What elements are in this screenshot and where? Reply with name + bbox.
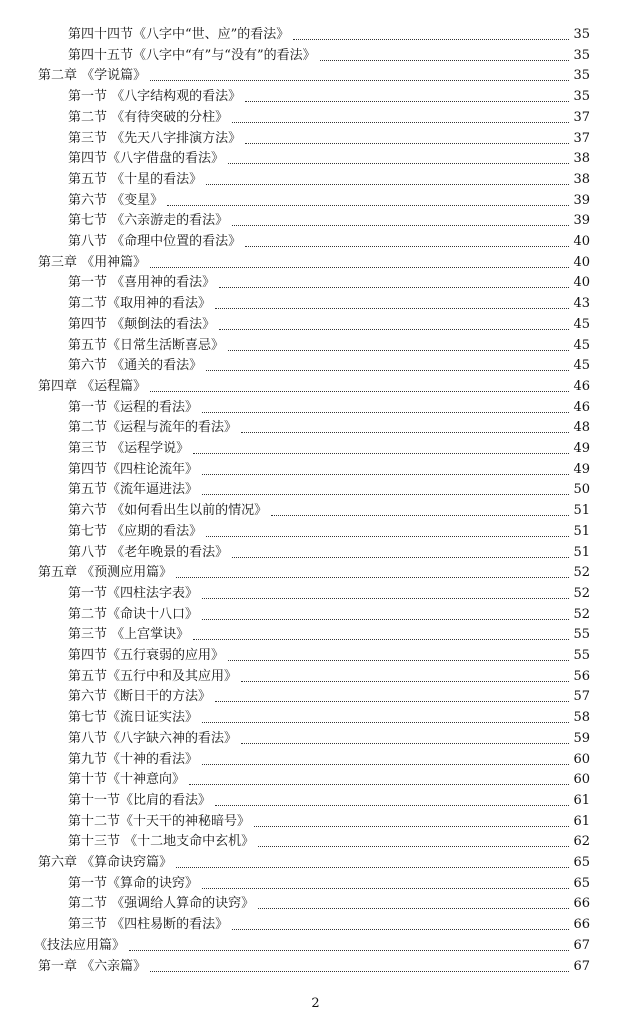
dot-leader (193, 452, 569, 454)
toc-entry-title: 第四十五节《八字中“有”与“没有”的看法》 (68, 47, 316, 63)
dot-leader (254, 825, 569, 827)
toc-entry (0, 936, 631, 956)
dot-leader (202, 597, 569, 599)
dot-leader (150, 266, 569, 268)
dot-leader (176, 866, 569, 868)
toc-entry (0, 894, 631, 914)
dot-leader (193, 638, 569, 640)
toc-entry-title: 第三节 《先天八字排演方法》 (68, 130, 242, 146)
toc-entry (0, 336, 631, 356)
toc-entry-page: 62 (573, 834, 590, 850)
dot-leader (241, 680, 569, 682)
dot-leader (206, 183, 569, 185)
toc-entry-title: 第三节 《运程学说》 (68, 441, 190, 456)
toc-entry-title: 第六节《断日干的方法》 (68, 689, 212, 705)
toc-entry-page: 45 (573, 337, 590, 353)
toc-entry (0, 273, 631, 293)
dot-leader (219, 328, 569, 330)
toc-entry-page: 45 (573, 358, 590, 374)
toc-entry (0, 66, 631, 86)
toc-entry-page: 65 (573, 855, 590, 870)
dot-leader (206, 369, 569, 371)
dot-leader (232, 928, 569, 930)
toc-entry-page: 52 (573, 565, 590, 581)
toc-entry (0, 25, 631, 45)
toc-entry-page: 52 (573, 606, 590, 622)
toc-entry (0, 667, 631, 687)
dot-leader (232, 556, 569, 558)
toc-entry-title: 第九节《十神的看法》 (68, 751, 199, 767)
dot-leader (150, 970, 569, 972)
toc-entry-page: 37 (573, 109, 590, 125)
toc-entry-title: 第一节《运程的看法》 (68, 399, 199, 415)
toc-entry-title: 第四章 《运程篇》 (38, 378, 147, 394)
dot-leader (219, 286, 569, 288)
toc-entry-page: 51 (573, 523, 590, 539)
toc-entry-title: 第八节 《命理中位置的看法》 (68, 234, 242, 249)
toc-entry-page: 37 (573, 130, 590, 146)
dot-leader (150, 390, 569, 392)
toc-entry (0, 543, 631, 563)
toc-entry-page: 51 (573, 544, 590, 560)
toc-entry (0, 232, 631, 252)
toc-entry-page: 50 (573, 482, 590, 498)
toc-entry (0, 584, 631, 604)
dot-leader (202, 411, 569, 413)
toc-entry-page: 60 (573, 772, 590, 788)
dot-leader (245, 245, 569, 247)
toc-entry (0, 563, 631, 583)
dot-leader (245, 100, 569, 102)
toc-entry (0, 832, 631, 852)
toc-entry-title: 第二节 《有待突破的分柱》 (68, 109, 229, 125)
toc-entry-page: 56 (573, 668, 590, 684)
toc-entry-page: 66 (573, 896, 590, 912)
toc-entry (0, 791, 631, 811)
toc-entry (0, 625, 631, 645)
toc-entry (0, 191, 631, 211)
toc-entry-title: 第三章 《用神篇》 (38, 254, 147, 270)
toc-entry-title: 第三节 《上宫掌诀》 (68, 627, 190, 643)
toc-entry-page: 40 (573, 275, 590, 291)
toc-entry-page: 43 (573, 296, 590, 312)
toc-entry-title: 第五节《日常生活断喜忌》 (68, 337, 225, 353)
toc-entry-page: 66 (573, 917, 590, 933)
dot-leader (320, 59, 570, 61)
toc-entry-page: 39 (573, 192, 590, 208)
toc-entry-title: 第四节《五行衰弱的应用》 (68, 648, 225, 663)
toc-entry-title: 第七节《流日证实法》 (68, 710, 199, 726)
dot-leader (189, 783, 569, 785)
dot-leader (215, 700, 569, 702)
toc-entry (0, 480, 631, 500)
toc-entry-page: 52 (573, 585, 590, 601)
toc-entry (0, 356, 631, 376)
dot-leader (202, 493, 569, 495)
toc-entry-title: 第四节《四柱论流年》 (68, 461, 199, 477)
dot-leader (241, 742, 569, 744)
dot-leader (215, 307, 569, 309)
toc-entry (0, 957, 631, 977)
toc-entry-page: 67 (573, 958, 590, 974)
dot-leader (258, 907, 569, 909)
toc-entry-title: 第二章 《学说篇》 (38, 68, 147, 84)
page-number: 2 (311, 996, 320, 1011)
toc-entry (0, 211, 631, 231)
toc-entry-title: 第一节《四柱法字表》 (68, 585, 199, 601)
toc-entry (0, 729, 631, 749)
dot-leader (271, 514, 569, 516)
toc-entry-title: 第八节《八字缺六神的看法》 (68, 730, 238, 746)
toc-entry (0, 750, 631, 770)
toc-entry-page: 55 (573, 627, 590, 643)
toc-entry (0, 770, 631, 790)
toc-entry-page: 60 (573, 751, 590, 767)
toc-entry-page: 51 (573, 503, 590, 519)
toc-entry-page: 38 (573, 151, 590, 167)
toc-entry (0, 812, 631, 832)
toc-entry-title: 第五节《五行中和及其应用》 (68, 668, 238, 684)
toc-entry-page: 49 (573, 441, 590, 456)
toc-entry (0, 853, 631, 873)
dot-leader (241, 431, 569, 433)
dot-leader (232, 121, 569, 123)
toc-entry (0, 170, 631, 190)
toc-entry-title: 第五章 《预测应用篇》 (38, 565, 173, 581)
toc-entry (0, 605, 631, 625)
toc-entry-title: 第五节《流年逼进法》 (68, 482, 199, 498)
toc-entry-page: 58 (573, 710, 590, 726)
toc-entry-title: 第七节 《六亲游走的看法》 (68, 213, 229, 229)
toc-entry-page: 40 (573, 234, 590, 249)
toc-entry-page: 49 (573, 461, 590, 477)
toc-entry-title: 第四十四节《八字中“世、应”的看法》 (68, 27, 290, 42)
dot-leader (150, 79, 569, 81)
toc-entry-title: 第三节 《四柱易断的看法》 (68, 917, 229, 933)
toc-entry-title: 第二节《命诀十八口》 (68, 606, 199, 622)
dot-leader (228, 162, 569, 164)
toc-entry-page: 61 (573, 813, 590, 829)
toc-entry-page: 35 (573, 27, 590, 42)
toc-entry-title: 第六节 《变星》 (68, 192, 164, 208)
dot-leader (245, 142, 569, 144)
toc-entry (0, 646, 631, 666)
dot-leader (202, 721, 569, 723)
dot-leader (176, 576, 569, 578)
toc-entry-title: 第十节《十神意向》 (68, 772, 186, 788)
dot-leader (202, 618, 569, 620)
toc-entry-page: 59 (573, 730, 590, 746)
toc-entry (0, 915, 631, 935)
toc-entry-title: 第七节 《应期的看法》 (68, 523, 203, 539)
toc-entry-page: 38 (573, 171, 590, 187)
toc-entry-page: 45 (573, 316, 590, 332)
toc-entry-page: 67 (573, 937, 590, 953)
dot-leader (228, 659, 569, 661)
toc-entry-title: 第二节 《强调给人算命的诀窍》 (68, 896, 255, 912)
toc-entry-page: 40 (573, 254, 590, 270)
toc-entry-page: 39 (573, 213, 590, 229)
dot-leader (293, 38, 569, 40)
dot-leader (202, 763, 569, 765)
toc-entry-title: 第六章 《算命诀窍篇》 (38, 855, 173, 870)
toc-entry (0, 253, 631, 273)
dot-leader (206, 535, 569, 537)
toc-entry-title: 第八节 《老年晚景的看法》 (68, 544, 229, 560)
toc-entry-page: 46 (573, 378, 590, 394)
toc-entry (0, 439, 631, 459)
dot-leader (167, 204, 569, 206)
toc-entry (0, 315, 631, 335)
toc-entry (0, 708, 631, 728)
toc-entry-title: 第五节 《十星的看法》 (68, 171, 203, 187)
toc-entry (0, 460, 631, 480)
toc-entry-title: 第一节 《八字结构观的看法》 (68, 89, 242, 105)
dot-leader (228, 349, 569, 351)
toc-entry-page: 55 (573, 648, 590, 663)
toc-entry (0, 149, 631, 169)
toc-entry-page: 35 (573, 47, 590, 63)
toc-entry-title: 第四节 《颠倒法的看法》 (68, 316, 216, 332)
toc-entry-title: 第六节 《如何看出生以前的情况》 (68, 503, 268, 519)
toc-entry-page: 35 (573, 68, 590, 84)
toc-entry-title: 第六节 《通关的看法》 (68, 358, 203, 374)
toc-entry-page: 61 (573, 792, 590, 808)
toc-entry-page: 46 (573, 399, 590, 415)
toc-entry (0, 108, 631, 128)
toc-entry (0, 87, 631, 107)
toc-entry (0, 501, 631, 521)
dot-leader (202, 887, 569, 889)
toc-entry-title: 《技法应用篇》 (34, 937, 126, 953)
toc-entry (0, 398, 631, 418)
toc-entry-title: 第一节 《喜用神的看法》 (68, 275, 216, 291)
toc-entry (0, 418, 631, 438)
toc-entry-page: 65 (573, 875, 590, 891)
dot-leader (232, 224, 569, 226)
toc-entry-page: 48 (573, 420, 590, 436)
dot-leader (202, 473, 569, 475)
toc-entry-title: 第十二节《十天干的神秘暗号》 (68, 813, 251, 829)
toc-entry-title: 第二节《取用神的看法》 (68, 296, 212, 312)
toc-entry-title: 第四节《八字借盘的看法》 (68, 151, 225, 167)
toc-entry (0, 522, 631, 542)
toc-entry (0, 294, 631, 314)
toc-entry (0, 377, 631, 397)
toc-entry (0, 129, 631, 149)
toc-entry (0, 46, 631, 66)
toc-entry-title: 第一节《算命的诀窍》 (68, 875, 199, 891)
toc-entry (0, 874, 631, 894)
toc-entry-title: 第一章 《六亲篇》 (38, 958, 147, 974)
toc-entry (0, 687, 631, 707)
toc-entry-page: 57 (573, 689, 590, 705)
toc-entry-title: 第十三节 《十二地支命中玄机》 (68, 834, 255, 850)
toc-entry-page: 35 (573, 89, 590, 105)
toc-entry-title: 第十一节《比肩的看法》 (68, 792, 212, 808)
dot-leader (129, 949, 569, 951)
toc-entry-title: 第二节《运程与流年的看法》 (68, 420, 238, 436)
dot-leader (215, 804, 569, 806)
dot-leader (258, 845, 569, 847)
